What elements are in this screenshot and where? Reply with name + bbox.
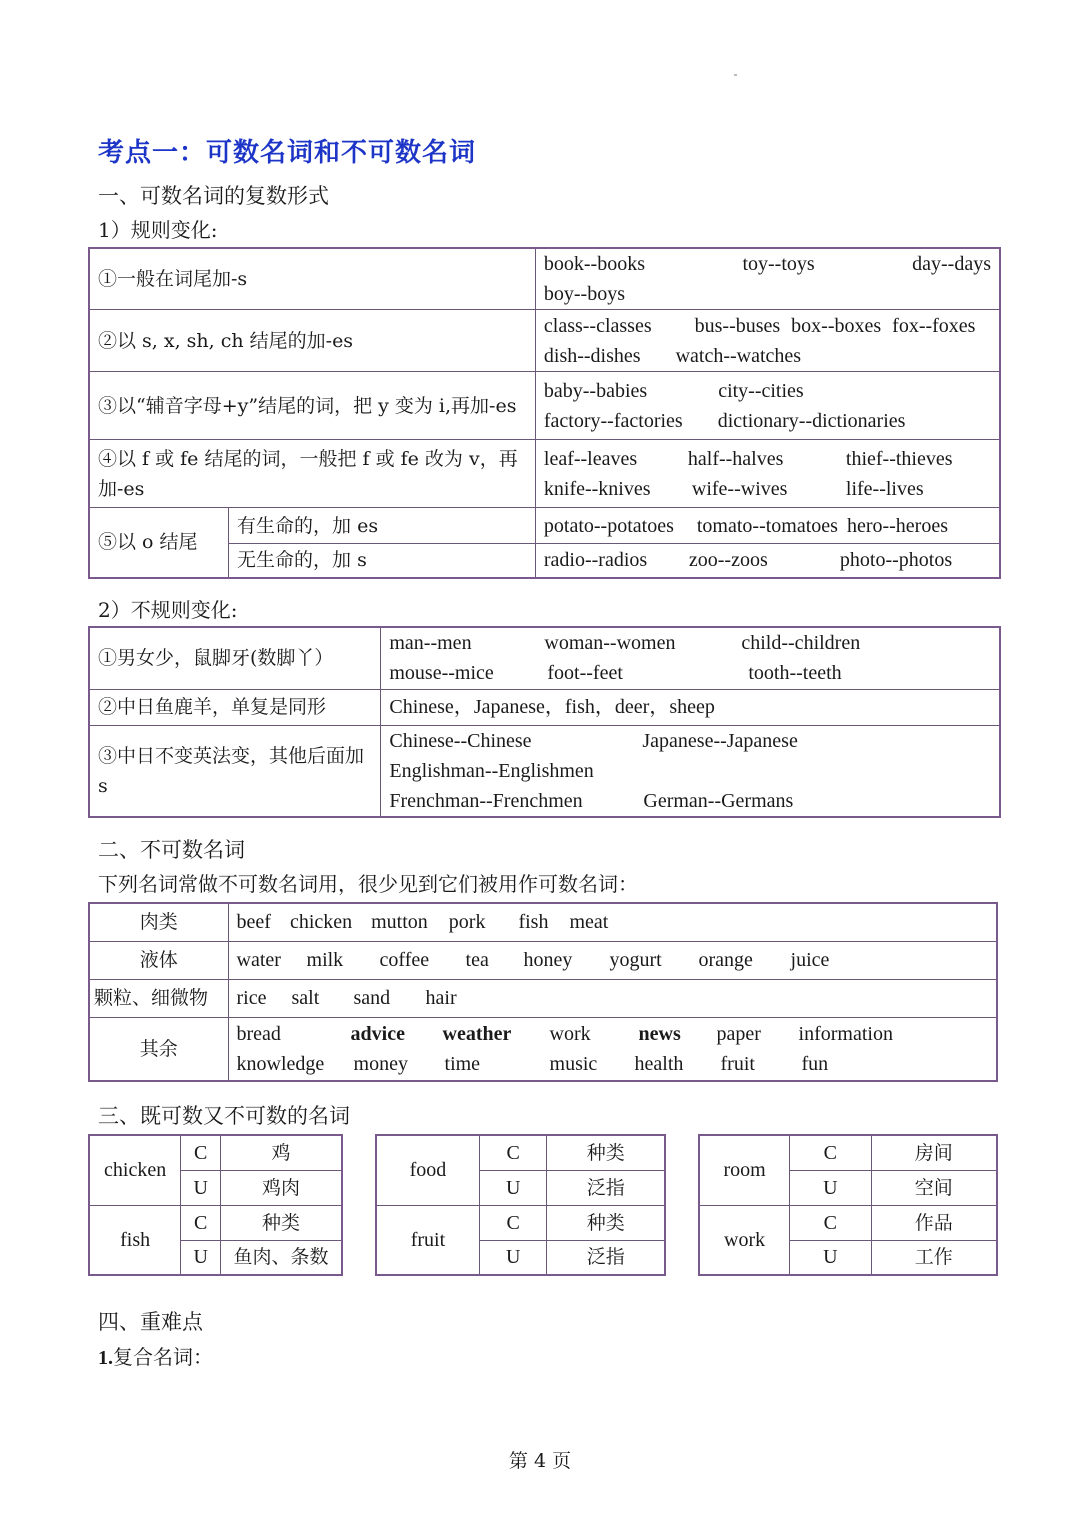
noun-cell: room	[699, 1135, 790, 1205]
meaning-cell: 作品	[871, 1205, 997, 1240]
regular-plural-table	[88, 247, 1001, 579]
meaning-cell: 种类	[221, 1205, 342, 1240]
word: honey	[523, 949, 573, 971]
example: dictionary--dictionaries	[717, 409, 906, 432]
rule-cell: ⑤以 o 结尾	[89, 508, 229, 578]
example: fox--foxes	[892, 314, 976, 337]
example: factory--factories	[543, 409, 683, 432]
examples-cell	[535, 508, 1000, 544]
word: sand	[353, 987, 391, 1009]
meaning-cell: 种类	[547, 1135, 665, 1170]
word: fun	[801, 1052, 829, 1075]
example: mouse--mice	[389, 662, 494, 685]
table-row	[376, 1135, 665, 1170]
word: advice	[350, 1022, 405, 1045]
category-cell: 其余	[89, 1017, 228, 1081]
table-row	[89, 1205, 342, 1240]
example: Japanese，	[473, 696, 565, 718]
word: fish	[518, 911, 549, 934]
example: boy--boys	[543, 283, 625, 305]
compound-noun-number: 1.	[98, 1347, 113, 1369]
compound-noun-label	[98, 1341, 213, 1370]
example: toy--toys	[742, 253, 815, 275]
type-cell: U	[790, 1170, 871, 1205]
examples-cell	[381, 627, 1000, 689]
page-heading: 考点一：可数名词和不可数名词	[98, 138, 477, 168]
example: life--lives	[845, 477, 924, 500]
example: dish--dishes	[543, 344, 641, 367]
example: fish，	[564, 696, 615, 718]
meaning-cell: 鸡	[221, 1135, 342, 1170]
noun-cell: food	[376, 1135, 479, 1205]
uncountable-table	[88, 902, 998, 1082]
word: bread	[236, 1022, 281, 1045]
example: box--boxes	[791, 314, 882, 337]
irregular-label: 2）不规则变化:	[98, 598, 238, 622]
word: chicken	[289, 911, 353, 934]
meaning-cell: 房间	[871, 1135, 997, 1170]
scan-dot	[734, 74, 737, 76]
word: juice	[790, 949, 830, 971]
example: class--classes	[543, 314, 652, 337]
type-cell: U	[181, 1240, 221, 1275]
example: radio--radios	[543, 549, 648, 572]
examples-cell	[381, 689, 1000, 725]
example: foot--feet	[547, 662, 623, 685]
word: yogurt	[609, 949, 662, 971]
examples-cell	[535, 372, 1000, 440]
word: work	[549, 1022, 591, 1045]
table-row	[89, 1017, 997, 1081]
type-cell: C	[790, 1205, 871, 1240]
table-row	[89, 979, 997, 1017]
compound-noun-text: 复合名词：	[113, 1345, 213, 1369]
example: woman--women	[544, 632, 676, 655]
section-2-intro: 下列名词常做不可数名词用，很少见到它们被用作可数名词：	[98, 872, 638, 896]
regular-label: 1）规则变化:	[98, 218, 218, 242]
type-cell: C	[790, 1135, 871, 1170]
examples-cell	[535, 544, 1000, 578]
type-cell: C	[479, 1205, 547, 1240]
dual-noun-table-1	[88, 1134, 343, 1276]
table-row	[89, 310, 1000, 372]
type-cell: U	[790, 1240, 871, 1275]
section-1-title: 一、可数名词的复数形式	[98, 184, 329, 208]
table-row	[89, 689, 1000, 725]
word: fruit	[720, 1052, 755, 1075]
word: information	[798, 1022, 893, 1045]
table-row	[89, 941, 997, 979]
meaning-cell: 泛指	[547, 1170, 665, 1205]
table-row	[89, 903, 997, 941]
word: milk	[306, 949, 344, 971]
rule-cell: ②以 s, x, sh, ch 结尾的加-es	[89, 310, 535, 372]
word: tea	[465, 949, 489, 971]
dual-noun-table-3	[698, 1134, 998, 1276]
table-row	[89, 440, 1000, 508]
table-row	[89, 508, 1000, 544]
table-row	[699, 1205, 997, 1240]
meaning-cell: 鱼肉、条数	[221, 1240, 342, 1275]
example: deer，	[614, 696, 670, 718]
words-cell	[228, 1017, 997, 1081]
word: rice	[236, 987, 267, 1009]
word: salt	[291, 987, 320, 1009]
example: child--children	[741, 632, 861, 655]
example: Englishman--Englishmen	[389, 759, 594, 782]
example: watch--watches	[675, 344, 802, 367]
meaning-cell: 种类	[547, 1205, 665, 1240]
word: time	[444, 1052, 481, 1075]
type-cell: C	[181, 1205, 221, 1240]
word: music	[549, 1052, 598, 1075]
example: German--Germans	[643, 789, 794, 812]
category-cell: 液体	[89, 941, 228, 979]
table-row	[89, 372, 1000, 440]
words-cell	[228, 903, 997, 941]
meaning-cell: 工作	[871, 1240, 997, 1275]
section-2-title: 二、不可数名词	[98, 838, 245, 862]
words-cell	[228, 979, 997, 1017]
dual-noun-table-2	[375, 1134, 666, 1276]
word: weather	[442, 1022, 512, 1045]
noun-cell: chicken	[89, 1135, 181, 1205]
table-row	[89, 248, 1000, 310]
example: bus--buses	[694, 314, 781, 337]
example: photo--photos	[839, 549, 953, 572]
examples-cell	[381, 725, 1000, 817]
example: hero--heroes	[846, 514, 948, 537]
example: Japanese--Japanese	[642, 729, 798, 752]
noun-cell: fish	[89, 1205, 181, 1275]
meaning-cell: 空间	[871, 1170, 997, 1205]
section-3-title: 三、既可数又不可数的名词	[98, 1104, 350, 1128]
word: beef	[236, 911, 271, 934]
example: Frenchman--Frenchmen	[389, 789, 583, 812]
word: water	[236, 949, 281, 971]
rule-cell: ③以“辅音字母+y”结尾的词，把 y 变为 i,再加-es	[89, 372, 535, 440]
type-cell: C	[479, 1135, 547, 1170]
sub-rule-cell: 无生命的，加 s	[229, 544, 536, 578]
type-cell: U	[479, 1240, 547, 1275]
rule-cell: ①一般在词尾加-s	[89, 248, 535, 310]
example: sheep	[669, 696, 715, 718]
example: knife--knives	[543, 477, 651, 500]
examples-cell	[535, 440, 1000, 508]
example: Chinese--Chinese	[389, 729, 532, 752]
category-cell: 颗粒、细微物	[89, 979, 228, 1017]
word: news	[638, 1022, 681, 1045]
words-cell	[228, 941, 997, 979]
rule-cell: ②中日鱼鹿羊，单复是同形	[89, 689, 381, 725]
section-4-title: 四、重难点	[98, 1310, 203, 1334]
word: money	[353, 1052, 408, 1075]
word: knowledge	[236, 1052, 325, 1075]
rule-cell: ③中日不变英法变，其他后面加 s	[89, 725, 381, 817]
example: potato--potatoes	[543, 514, 674, 537]
example: half--halves	[687, 447, 784, 470]
example: wife--wives	[691, 477, 788, 500]
example: city--cities	[718, 379, 804, 402]
meaning-cell: 泛指	[547, 1240, 665, 1275]
noun-cell: fruit	[376, 1205, 479, 1275]
word: health	[634, 1052, 684, 1075]
example: tomato--tomatoes	[696, 514, 838, 537]
word: pork	[448, 911, 486, 934]
table-row	[89, 725, 1000, 817]
word: coffee	[379, 949, 430, 971]
example: Chinese，	[389, 696, 474, 718]
rule-cell: ④以 f 或 fe 结尾的词，一般把 f 或 fe 改为 v，再加-es	[89, 440, 535, 508]
example: day--days	[912, 253, 991, 275]
noun-cell: work	[699, 1205, 790, 1275]
word: mutton	[371, 911, 428, 934]
example: baby--babies	[543, 379, 648, 402]
table-row	[89, 627, 1000, 689]
example: thief--thieves	[845, 447, 953, 470]
table-row	[699, 1135, 997, 1170]
example: book--books	[543, 253, 645, 275]
rule-cell: ①男女少，鼠脚牙(数脚丫）	[89, 627, 381, 689]
table-row	[376, 1205, 665, 1240]
meaning-cell: 鸡肉	[221, 1170, 342, 1205]
example: man--men	[389, 632, 472, 655]
word: orange	[698, 949, 753, 971]
type-cell: C	[181, 1135, 221, 1170]
example: leaf--leaves	[543, 447, 638, 470]
table-row	[89, 1135, 342, 1170]
word: meat	[569, 911, 609, 934]
example: zoo--zoos	[688, 549, 768, 572]
irregular-plural-table	[88, 626, 1001, 818]
type-cell: U	[479, 1170, 547, 1205]
type-cell: U	[181, 1170, 221, 1205]
word: hair	[425, 987, 457, 1009]
page-number: 第 4 页	[508, 1450, 572, 1472]
examples-cell	[535, 248, 1000, 310]
examples-cell	[535, 310, 1000, 372]
example: tooth--teeth	[748, 662, 842, 685]
word: paper	[716, 1022, 761, 1045]
category-cell: 肉类	[89, 903, 228, 941]
sub-rule-cell: 有生命的，加 es	[229, 508, 536, 544]
